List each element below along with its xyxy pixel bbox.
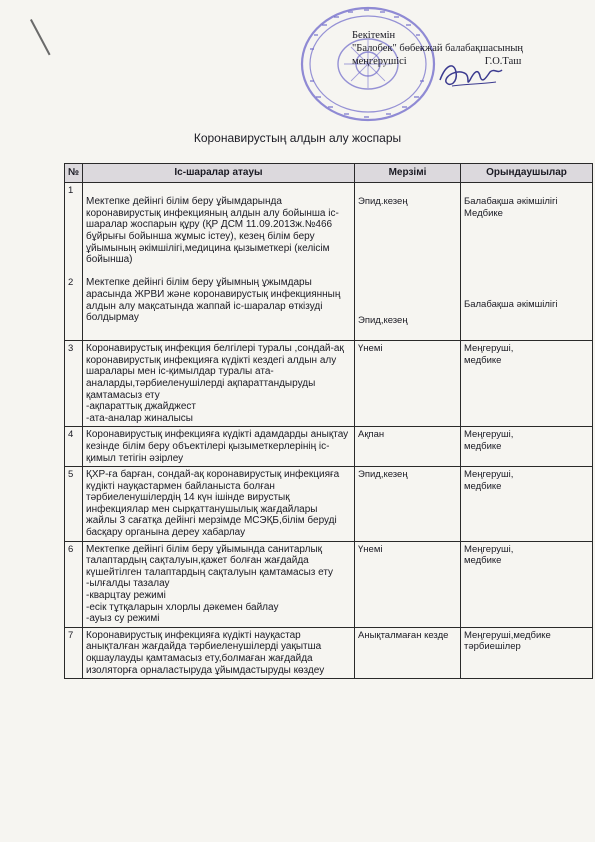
row-responsible-part-b: Балабақша әкімшілігі [464,298,558,310]
row-period: Эпид,кезең [355,467,461,542]
row-responsible: Меңгеруші,медбике тәрбиешілер [461,627,593,678]
handwritten-signature [436,58,506,92]
row-number: 5 [65,467,83,542]
row-responsible: Меңгеруші, медбике [461,341,593,427]
document-title: Коронавирустың алдын алу жоспары [193,131,402,145]
table-row [65,541,593,627]
row-number: 4 [65,427,83,467]
row-period: Үнемі [355,541,461,627]
table-row [65,627,593,678]
row-activity: ҚХР-ға барған, сондай-ақ коронавирустық инфекцияға күдікті науқастармен байланыста болған тәрбиеленушілердің 14 күн ішінде вирустық инфекциялар мен сырқаттанушылық жағдайлары жайлы 3 сағатқа дейінгі мерзімде МСЭҚБ,білім беруді басқару органына дереу хабарлау [83,467,355,542]
plan-table [64,163,593,679]
row-activity-part-a: Мектепке дейінгі білім беру ұйымдарында коронавирустық инфекцияның алдын алу бойынша іс-шаралар жоспарын құру (ҚР ДСМ 11.09.2013ж.№466 бұйрығы бойынша жұмыс істеу), кезең білім беру ұйымының әкімшілігі,медицина қызыметкері (келісім бойынша) [86,196,339,266]
row-responsible [461,182,593,341]
row-responsible-part-a: Балабақша әкімшілігі Медбике [464,196,558,219]
row-activity: Коронавирустық инфекцияға күдікті адамдарды анықтау кезінде білім беру объектілері қызыметкерлерінің іс-қимыл тетігін әзірлеу [83,427,355,467]
table-row [65,467,593,542]
approval-approve-label: Бекітемін [352,30,396,41]
row-activity: Коронавирустық инфекция белгілері туралы ,сондай-ақ коронавирустық инфекцияға күдікті кездегі алдын алу шаралары мен іс-қимылдар туралы ата-аналарды,тәрбиеленушілерді ақпараттандыруды қамтамасыз ету -ақпараттық джайджест -ата-аналар жиналысы [83,341,355,427]
row-period-part-b: Эпид,кезең [358,314,408,326]
scan-artifact-line [30,19,51,55]
row-period: Ақпан [355,427,461,467]
row-activity-part-b: Мектепке дейінгі білім беру ұйымның ұжымдары арасында ЖРВИ және коронавирустық инфекциянның алдын алу мақсатында жаппай іс-шаралар өткізуді болдырмау [86,277,341,324]
row-period-part-a: Эпид.кезең [358,196,408,208]
table-row [65,341,593,427]
row-number: 7 [65,627,83,678]
row-period: Үнемі [355,341,461,427]
row-activity: Мектепке дейінгі білім беру ұйымында санитарлық талаптардың сақталуын,қажет болған жағдайда күшейтілген талаптардың сақталуын қамтамасыз ету -ылғалды тазалау -кварцтау режимі -есік тұтқаларын хлорлы дәкемен байлау -ауыз су режимі [83,541,355,627]
row-responsible: Меңгеруші, медбике [461,541,593,627]
header-period: Мерзімі [355,164,461,183]
approval-position: меңгерушісі [352,56,407,67]
table-row [65,182,593,341]
approval-organization: "Балобек" бөбекжай балабақшасының [352,43,524,54]
table-header-row [65,164,593,183]
row-responsible: Меңгеруші, медбике [461,427,593,467]
row-activity [83,182,355,341]
row-activity: Коронавирустық инфекцияға күдікті науқастар анықталған жағдайда тәрбиеленушілерді уақытша оқшаулауды қамтамасыз ету,болмаған жағдайда изоляторға орналастыруда ұйымдастыруды көздеу [83,627,355,678]
row-number: 6 [65,541,83,627]
row-number: 3 [65,341,83,427]
row-period: Анықталмаған кезде [355,627,461,678]
row-responsible: Меңгеруші, медбике [461,467,593,542]
row-period [355,182,461,341]
approval-signer-name: Г.О.Таш [484,56,522,67]
header-number: № [65,164,83,183]
header-activity: Іс-шаралар атауы [83,164,355,183]
row-number: 1 2 [65,182,83,341]
header-responsible: Орындаушылар [461,164,593,183]
table-row [65,427,593,467]
